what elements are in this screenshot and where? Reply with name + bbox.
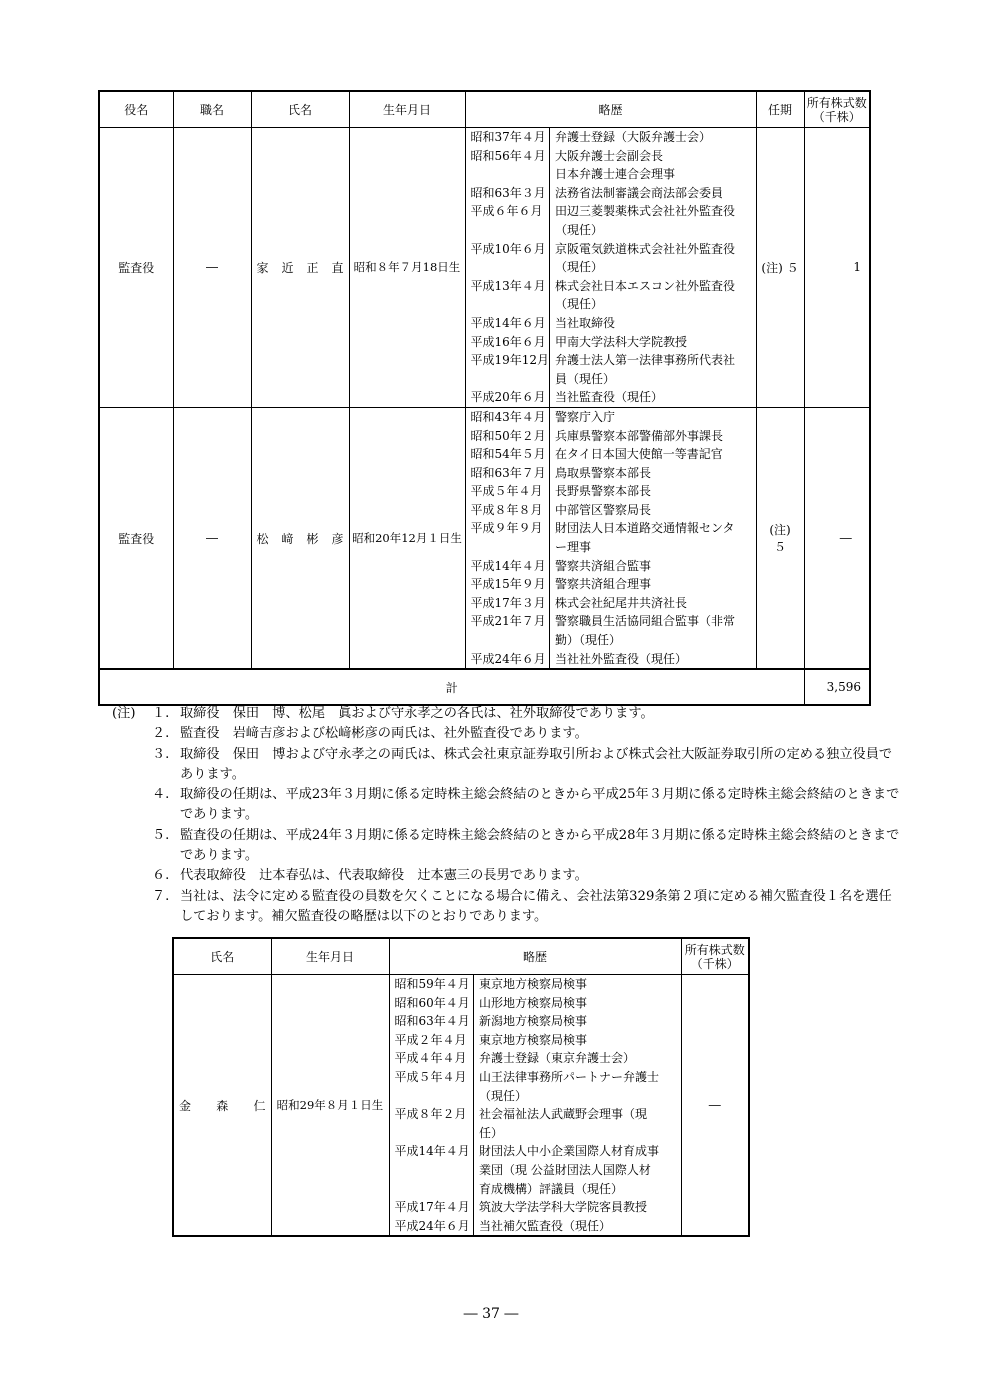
history-text: 任） <box>479 1125 504 1140</box>
history-date: 昭和59年４月 <box>390 975 474 994</box>
substitute-auditor-table <box>172 937 750 1237</box>
history-entry <box>390 1161 681 1180</box>
history-entry <box>390 1012 681 1031</box>
history-date: 昭和43年４月 <box>466 408 550 427</box>
term-cell: (注) ５ <box>756 407 804 669</box>
history-date <box>390 1124 474 1143</box>
history-date: 平成13年４月 <box>466 277 550 296</box>
history-entry <box>466 184 756 203</box>
note-text: 取締役の任期は、平成23年３月期に係る定時株主総会終結のときから平成25年３月期に係る定時株主総会終結のときまでであります。 <box>180 787 900 823</box>
history-text: 員（現任） <box>555 371 616 386</box>
history-date: 平成８年８月 <box>466 501 550 520</box>
history-entry <box>466 258 756 277</box>
notes-section <box>112 704 902 927</box>
history-date: 平成10年６月 <box>466 240 550 259</box>
history-text: 山王法律事務所パートナー弁護士 <box>479 1069 660 1084</box>
history-date: 昭和60年４月 <box>390 994 474 1013</box>
history-text: 山形地方検察局検事 <box>479 995 588 1010</box>
history-entry <box>390 1142 681 1161</box>
history-date <box>466 221 550 240</box>
history-date: 平成20年６月 <box>466 388 550 407</box>
shares-cell: 1 <box>804 128 870 408</box>
table-row <box>99 407 870 669</box>
history-text: 京阪電気鉄道株式会社社外監査役 <box>555 241 736 256</box>
note-text: 監査役 岩﨑吉彦および松﨑彬彦の両氏は、社外監査役であります。 <box>180 726 588 742</box>
substitute-name <box>174 1097 271 1114</box>
history-date: 昭和54年５月 <box>466 445 550 464</box>
history-entry <box>466 351 756 370</box>
history-text: 警察共済組合理事 <box>555 577 652 592</box>
name-char: 森 <box>216 1098 229 1113</box>
header-birth: 生年月日 <box>271 938 389 975</box>
history-text: （現任） <box>555 222 604 237</box>
term-cell: (注) ５ <box>756 128 804 408</box>
history-date: 平成５年４月 <box>466 482 550 501</box>
history-text: 筑波大学法学科大学院客員教授 <box>479 1200 648 1215</box>
history-entry <box>466 650 756 669</box>
role-cell: 監査役 <box>99 407 173 669</box>
history-date: 平成９年９月 <box>466 519 550 538</box>
header-role: 役名 <box>99 91 173 128</box>
history-cell <box>389 975 681 1237</box>
header-history: 略歴 <box>389 938 681 975</box>
history-text: 弁護士登録（東京弁護士会） <box>479 1051 636 1066</box>
history-text: 田辺三菱製薬株式会社社外監査役 <box>555 204 736 219</box>
history-date: 平成４年４月 <box>390 1049 474 1068</box>
history-date <box>466 370 550 389</box>
history-date: 平成８年２月 <box>390 1105 474 1124</box>
notes-marker: (注) <box>112 706 136 721</box>
name-char: 近 <box>281 260 294 275</box>
history-text: 中部管区警察局長 <box>555 502 652 517</box>
officers-table-header <box>99 91 870 128</box>
history-entry <box>390 994 681 1013</box>
history-entry <box>466 240 756 259</box>
history-entry <box>466 519 756 538</box>
note-item <box>112 887 902 928</box>
history-text: 当社監査役（現任） <box>555 390 664 405</box>
history-date <box>466 631 550 650</box>
history-date: 平成24年６月 <box>390 1217 474 1236</box>
name-char: 松 <box>256 531 269 546</box>
history-entry <box>466 594 756 613</box>
history-date: 平成２年４月 <box>390 1031 474 1050</box>
history-date: 平成17年４月 <box>390 1198 474 1217</box>
name-cell <box>251 128 349 408</box>
table-row <box>173 975 749 1237</box>
history-date: 平成５年４月 <box>390 1068 474 1087</box>
header-position: 職名 <box>173 91 251 128</box>
header-term: 任期 <box>756 91 804 128</box>
history-text: 警察共済組合監事 <box>555 558 652 573</box>
history-date: 昭和63年３月 <box>466 184 550 203</box>
history-text: 株式会社紀尾井共済社長 <box>555 595 688 610</box>
total-row <box>99 669 870 705</box>
history-date <box>466 165 550 184</box>
history-entry <box>390 1124 681 1143</box>
header-birth: 生年月日 <box>349 91 465 128</box>
note-item <box>112 745 902 786</box>
history-entry <box>390 1217 681 1236</box>
position-cell: ― <box>173 407 251 669</box>
note-text: 代表取締役 辻本春弘は、代表取締役 辻本憲三の長男であります。 <box>180 868 588 884</box>
note-item <box>112 785 902 826</box>
history-text: 弁護士法人第一法律事務所代表社 <box>555 353 736 368</box>
history-text: 東京地方検察局検事 <box>479 977 588 991</box>
history-entry <box>466 538 756 557</box>
officer-name <box>252 259 349 276</box>
history-date <box>466 258 550 277</box>
history-entry <box>466 333 756 352</box>
history-text: 法務省法制審議会商法部会委員 <box>555 185 724 200</box>
history-cell <box>465 128 756 408</box>
history-text: 東京地方検察局検事 <box>479 1032 588 1047</box>
history-entry <box>466 464 756 483</box>
note-text: 当社は、法令に定める監査役の員数を欠くことになる場合に備え、会社法第329条第２項に定める補欠監査役１名を選任しております。補欠監査役の略歴は以下のとおりであります。 <box>180 888 892 924</box>
history-text: 兵庫県警察本部警備部外事課長 <box>555 428 724 443</box>
officers-table <box>98 90 871 706</box>
note-number: ３. <box>152 746 170 762</box>
history-entry <box>466 221 756 240</box>
history-cell <box>465 407 756 669</box>
history-text: 鳥取県警察本部長 <box>555 465 652 480</box>
history-entry <box>466 612 756 631</box>
birth-cell: 昭和29年８月１日生 <box>271 975 389 1237</box>
note-number: ４. <box>152 787 170 803</box>
history-entry <box>466 631 756 650</box>
history-date: 平成17年３月 <box>466 594 550 613</box>
history-date <box>466 538 550 557</box>
history-entry <box>466 370 756 389</box>
history-date: 平成16年６月 <box>466 333 550 352</box>
shares-cell: ― <box>804 407 870 669</box>
history-entry <box>466 295 756 314</box>
history-date: 昭和37年４月 <box>466 128 550 147</box>
history-date: 平成21年７月 <box>466 612 550 631</box>
name-char: 﨑 <box>281 531 294 546</box>
history-entry <box>466 314 756 333</box>
history-list <box>390 975 681 1235</box>
history-date <box>390 1161 474 1180</box>
note-text: 取締役 保田 博および守永孝之の両氏は、株式会社東京証券取引所および株式会社大阪証券取引所の定める独立役員であります。 <box>180 746 893 782</box>
history-date: 平成24年６月 <box>466 650 550 669</box>
history-date: 平成14年６月 <box>466 314 550 333</box>
history-text: 甲南大学法科大学院教授 <box>555 334 688 349</box>
name-cell <box>251 407 349 669</box>
history-entry <box>466 427 756 446</box>
history-entry <box>466 277 756 296</box>
history-entry <box>390 1087 681 1106</box>
birth-cell: 昭和20年12月１日生 <box>349 407 465 669</box>
header-shares: 所有株式数 （千株） <box>804 91 870 128</box>
history-text: 育成機構）評議員（現任） <box>479 1181 624 1196</box>
history-text: 新潟地方検察局検事 <box>479 1014 588 1029</box>
note-number: ７. <box>152 888 170 904</box>
header-name: 氏名 <box>173 938 271 975</box>
note-item <box>112 826 902 867</box>
total-label: 計 <box>99 669 804 705</box>
history-text: 警察庁入庁 <box>555 409 616 424</box>
history-date: 平成６年６月 <box>466 202 550 221</box>
name-cell <box>173 975 271 1237</box>
history-entry <box>390 975 681 994</box>
history-date: 昭和63年４月 <box>390 1012 474 1031</box>
history-list <box>466 128 756 407</box>
name-char: 仁 <box>253 1098 266 1113</box>
history-date: 平成14年４月 <box>466 557 550 576</box>
history-date <box>466 295 550 314</box>
note-number: ５. <box>152 827 170 843</box>
history-text: 財団法人中小企業国際人材育成事 <box>479 1144 660 1159</box>
history-text: （現任） <box>555 297 604 312</box>
history-text: （現任） <box>479 1088 528 1103</box>
history-text: 弁護士登録（大阪弁護士会） <box>555 130 712 144</box>
note-number: ２. <box>152 726 170 742</box>
history-date: 昭和63年７月 <box>466 464 550 483</box>
history-text: 当社社外監査役（現任） <box>555 651 688 666</box>
history-text: （現任） <box>555 260 604 275</box>
history-list <box>466 408 756 668</box>
name-char: 正 <box>306 260 319 275</box>
note-number: １. <box>152 706 170 721</box>
header-name: 氏名 <box>251 91 349 128</box>
note-number: ６. <box>152 868 170 884</box>
name-char: 金 <box>179 1098 192 1113</box>
history-entry <box>390 1198 681 1217</box>
officer-name <box>252 530 349 547</box>
page-number: ― 37 ― <box>463 1306 519 1322</box>
history-entry <box>466 202 756 221</box>
shares-cell: ― <box>681 975 749 1237</box>
note-item <box>112 724 902 744</box>
history-entry <box>466 501 756 520</box>
table-row <box>99 128 870 408</box>
history-text: 当社取締役 <box>555 315 616 330</box>
history-entry <box>466 165 756 184</box>
history-entry <box>466 557 756 576</box>
history-date <box>390 1180 474 1199</box>
history-text: 勤）（現任） <box>555 633 622 648</box>
history-entry <box>466 147 756 166</box>
header-history: 略歴 <box>465 91 756 128</box>
history-date: 昭和56年４月 <box>466 147 550 166</box>
history-entry <box>466 445 756 464</box>
history-entry <box>390 1031 681 1050</box>
history-date <box>390 1087 474 1106</box>
history-text: 業団（現 公益財団法人国際人材 <box>479 1162 651 1177</box>
total-value: 3,596 <box>804 669 870 705</box>
history-text: 日本弁護士連合会理事 <box>555 167 676 182</box>
note-text: 取締役 保田 博、松尾 眞および守永孝之の各氏は、社外取締役であります。 <box>180 706 654 721</box>
history-entry <box>466 482 756 501</box>
history-date: 平成14年４月 <box>390 1142 474 1161</box>
header-shares: 所有株式数 （千株） <box>681 938 749 975</box>
history-date: 平成15年９月 <box>466 575 550 594</box>
history-text: 警察職員生活協同組合監事（非常 <box>555 614 736 629</box>
birth-cell: 昭和８年７月18日生 <box>349 128 465 408</box>
name-char: 彬 <box>306 531 319 546</box>
history-date: 昭和50年２月 <box>466 427 550 446</box>
history-text: 在タイ日本国大使館一等書記官 <box>555 447 723 462</box>
history-text: 財団法人日本道路交通情報センタ <box>555 521 735 536</box>
history-text: 社会福祉法人武蔵野会理事（現 <box>479 1107 648 1122</box>
history-entry <box>466 128 756 147</box>
history-date: 平成19年12月 <box>466 351 550 370</box>
name-char: 直 <box>331 260 344 275</box>
history-entry <box>390 1068 681 1087</box>
name-char: 彦 <box>331 531 344 546</box>
name-char: 家 <box>256 260 269 275</box>
history-entry <box>390 1049 681 1068</box>
history-entry <box>390 1180 681 1199</box>
history-entry <box>466 388 756 407</box>
history-text: 株式会社日本エスコン社外監査役 <box>555 278 736 293</box>
role-cell: 監査役 <box>99 128 173 408</box>
history-entry <box>466 575 756 594</box>
history-entry <box>390 1105 681 1124</box>
note-item <box>112 704 902 724</box>
history-text: 大阪弁護士会副会長 <box>555 148 664 163</box>
note-item <box>112 866 902 886</box>
note-text: 監査役の任期は、平成24年３月期に係る定時株主総会終結のときから平成28年３月期に係る定時株主総会終結のときまでであります。 <box>180 827 900 864</box>
history-text: 当社補欠監査役（現任） <box>479 1218 612 1233</box>
history-text: ー理事 <box>555 540 592 555</box>
history-entry <box>466 408 756 427</box>
history-text: 長野県警察本部長 <box>555 484 652 499</box>
substitute-table-header <box>173 938 749 975</box>
position-cell: ― <box>173 128 251 408</box>
